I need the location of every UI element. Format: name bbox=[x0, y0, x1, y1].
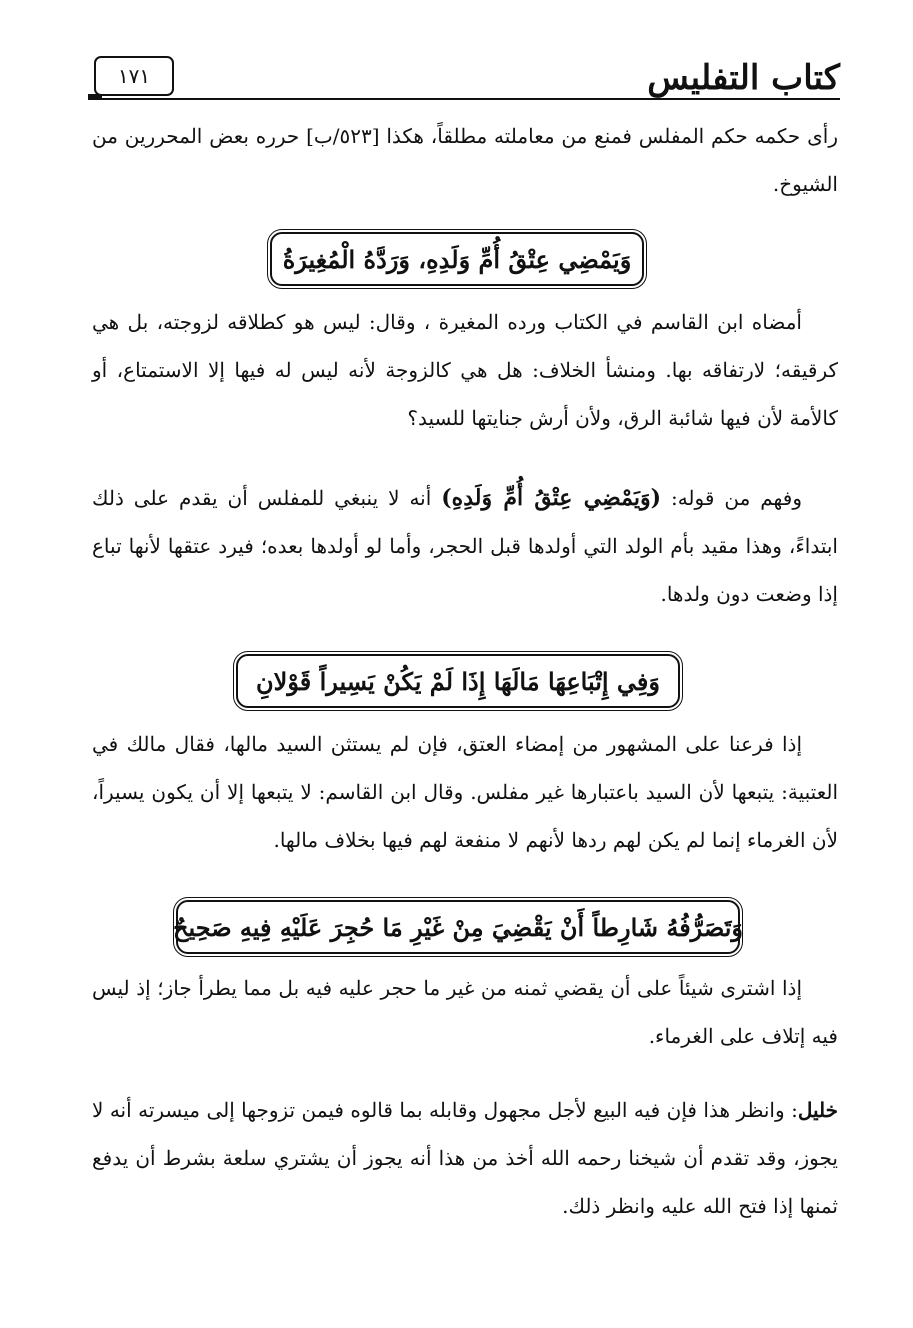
matn-box-3 bbox=[172, 900, 744, 954]
page-number-frame bbox=[94, 56, 174, 96]
matn-box-2 bbox=[236, 654, 680, 708]
page-header bbox=[88, 48, 840, 104]
matn-text-3: وَتَصَرُّفُهُ شَارِطاً أَنْ يَقْضِيَ مِنْ غَيْرِ مَا حُجِرَ عَلَيْهِ فِيهِ صَحِيحٌ bbox=[172, 912, 744, 942]
header-rule-end bbox=[88, 94, 102, 100]
paragraph-1: رأى حكمه حكم المفلس فمنع من معاملته مطلقاً، هكذا [٥٢٣/ب] حرره بعض المحررين من الشيوخ. bbox=[92, 124, 838, 196]
paragraph-3 bbox=[92, 474, 838, 618]
matn-text-1: وَيَمْضِي عِتْقُ أُمِّ وَلَدِهِ، وَرَدَّهُ الْمُغِيرَةُ bbox=[282, 244, 632, 274]
paragraph-5: إذا اشترى شيئاً على أن يقضي ثمنه من غير ما حجر عليه فيه بل مما يطرأ جاز؛ إذ ليس فيه إتلاف على الغرماء. bbox=[92, 976, 838, 1048]
header-rule bbox=[88, 98, 840, 100]
paragraph-4: إذا فرعنا على المشهور من إمضاء العتق، فإن لم يستثن السيد مالها، فقال مالك في العتبية: يتبعها لأن السيد باعتبارها غير مفلس. وقال ابن القاسم: لا يتبعها إلا أن يكون يسيراً، لأن الغرماء إنما لم يكن لهم ردها لأنهم لا منفعة لهم فيها بخلاف مالها. bbox=[92, 732, 838, 852]
matn-box-1 bbox=[270, 232, 644, 286]
paragraph-3-rest: أنه لا ينبغي للمفلس أن يقدم على ذلك ابتداءً، وهذا مقيد بأم الولد التي أولدها قبل الحجر، وأما لو أولدها بعده؛ فيرد عتقها لأنها تباع إذا وضعت دون ولدها. bbox=[92, 486, 838, 606]
paragraph-2: أمضاه ابن القاسم في الكتاب ورده المغيرة ، وقال: ليس هو كطلاقه لزوجته، بل هي كرقيقه؛ لارتفاقه بها. ومنشأ الخلاف: هل هي كالزوجة لأنه ليس له فيها إلا الاستمتاع، أو كالأمة لأن فيها شائبة الرق، ولأن أرش جنايتها للسيد؟ bbox=[92, 310, 838, 430]
matn-text-2: وَفِي إِتْبَاعِهَا مَالَهَا إِذَا لَمْ يَكُنْ يَسِيراً قَوْلانِ bbox=[256, 666, 660, 696]
book-title: كتاب التفليس bbox=[647, 58, 840, 98]
paragraph-3-prefix: وفهم من قوله: bbox=[661, 486, 802, 510]
page-number: ١٧١ bbox=[117, 64, 151, 88]
paragraph-6-label: خليل bbox=[797, 1098, 838, 1122]
paragraph-6 bbox=[92, 1086, 838, 1230]
paragraph-3-quote: (وَيَمْضِي عِتْقُ أُمِّ وَلَدِهِ) bbox=[441, 485, 661, 511]
paragraph-6-rest: : وانظر هذا فإن فيه البيع لأجل مجهول وقابله بما قالوه فيمن تزوجها إلى ميسرته أنه لا يجوز، وقد تقدم أن شيخنا رحمه الله أخذ من هذا أنه يجوز أن يشتري سلعة بشرط أن يدفع ثمنها إذا فتح الله عليه وانظر ذلك. bbox=[92, 1098, 838, 1218]
